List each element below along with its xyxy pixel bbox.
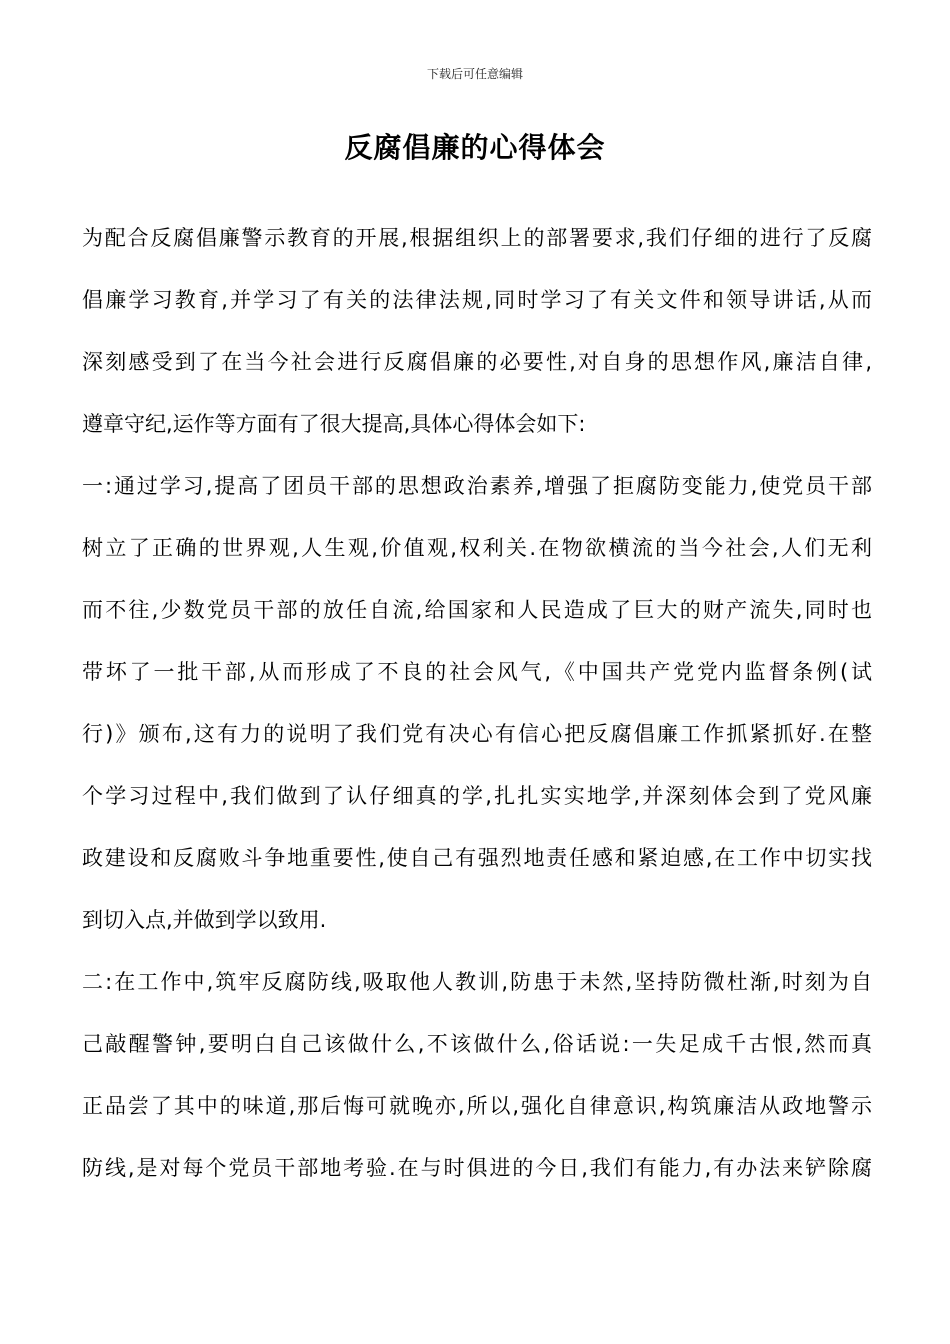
body-line: 倡廉学习教育,并学习了有关的法律法规,同时学习了有关文件和领导讲话,从而 bbox=[82, 288, 872, 312]
body-line: 己敲醒警钟,要明白自己该做什么,不该做什么,俗话说:一失足成千古恨,然而真 bbox=[82, 1032, 872, 1056]
body-line: 树立了正确的世界观,人生观,价值观,权利关.在物欲横流的当今社会,人们无利 bbox=[82, 536, 872, 560]
body-line: 深刻感受到了在当今社会进行反腐倡廉的必要性,对自身的思想作风,廉洁自律, bbox=[82, 350, 872, 374]
body-line: 为配合反腐倡廉警示教育的开展,根据组织上的部署要求,我们仔细的进行了反腐 bbox=[82, 226, 872, 250]
body-line: 二:在工作中,筑牢反腐防线,吸取他人教训,防患于未然,坚持防微杜渐,时刻为自 bbox=[82, 970, 872, 994]
body-line: 政建设和反腐败斗争地重要性,使自己有强烈地责任感和紧迫感,在工作中切实找 bbox=[82, 846, 872, 870]
body-line: 个学习过程中,我们做到了认仔细真的学,扎扎实实地学,并深刻体会到了党风廉 bbox=[82, 784, 872, 808]
document-title: 反腐倡廉的心得体会 bbox=[344, 131, 606, 164]
body-line: 带坏了一批干部,从而形成了不良的社会风气,《中国共产党党内监督条例(试 bbox=[82, 660, 872, 684]
document-body bbox=[82, 216, 872, 1208]
body-line: 遵章守纪,运作等方面有了很大提高,具体心得体会如下: bbox=[82, 412, 586, 436]
body-line: 而不往,少数党员干部的放任自流,给国家和人民造成了巨大的财产流失,同时也 bbox=[82, 598, 872, 622]
header-note: 下载后可任意编辑 bbox=[426, 67, 523, 81]
body-line: 防线,是对每个党员干部地考验.在与时俱进的今日,我们有能力,有办法来铲除腐 bbox=[82, 1156, 872, 1180]
body-line: 到切入点,并做到学以致用. bbox=[82, 908, 327, 932]
body-line: 一:通过学习,提高了团员干部的思想政治素养,增强了拒腐防变能力,使党员干部 bbox=[82, 474, 872, 498]
body-line: 正品尝了其中的味道,那后悔可就晚亦,所以,强化自律意识,构筑廉洁从政地警示 bbox=[82, 1094, 872, 1118]
body-line: 行)》颁布,这有力的说明了我们党有决心有信心把反腐倡廉工作抓紧抓好.在整 bbox=[82, 722, 872, 746]
